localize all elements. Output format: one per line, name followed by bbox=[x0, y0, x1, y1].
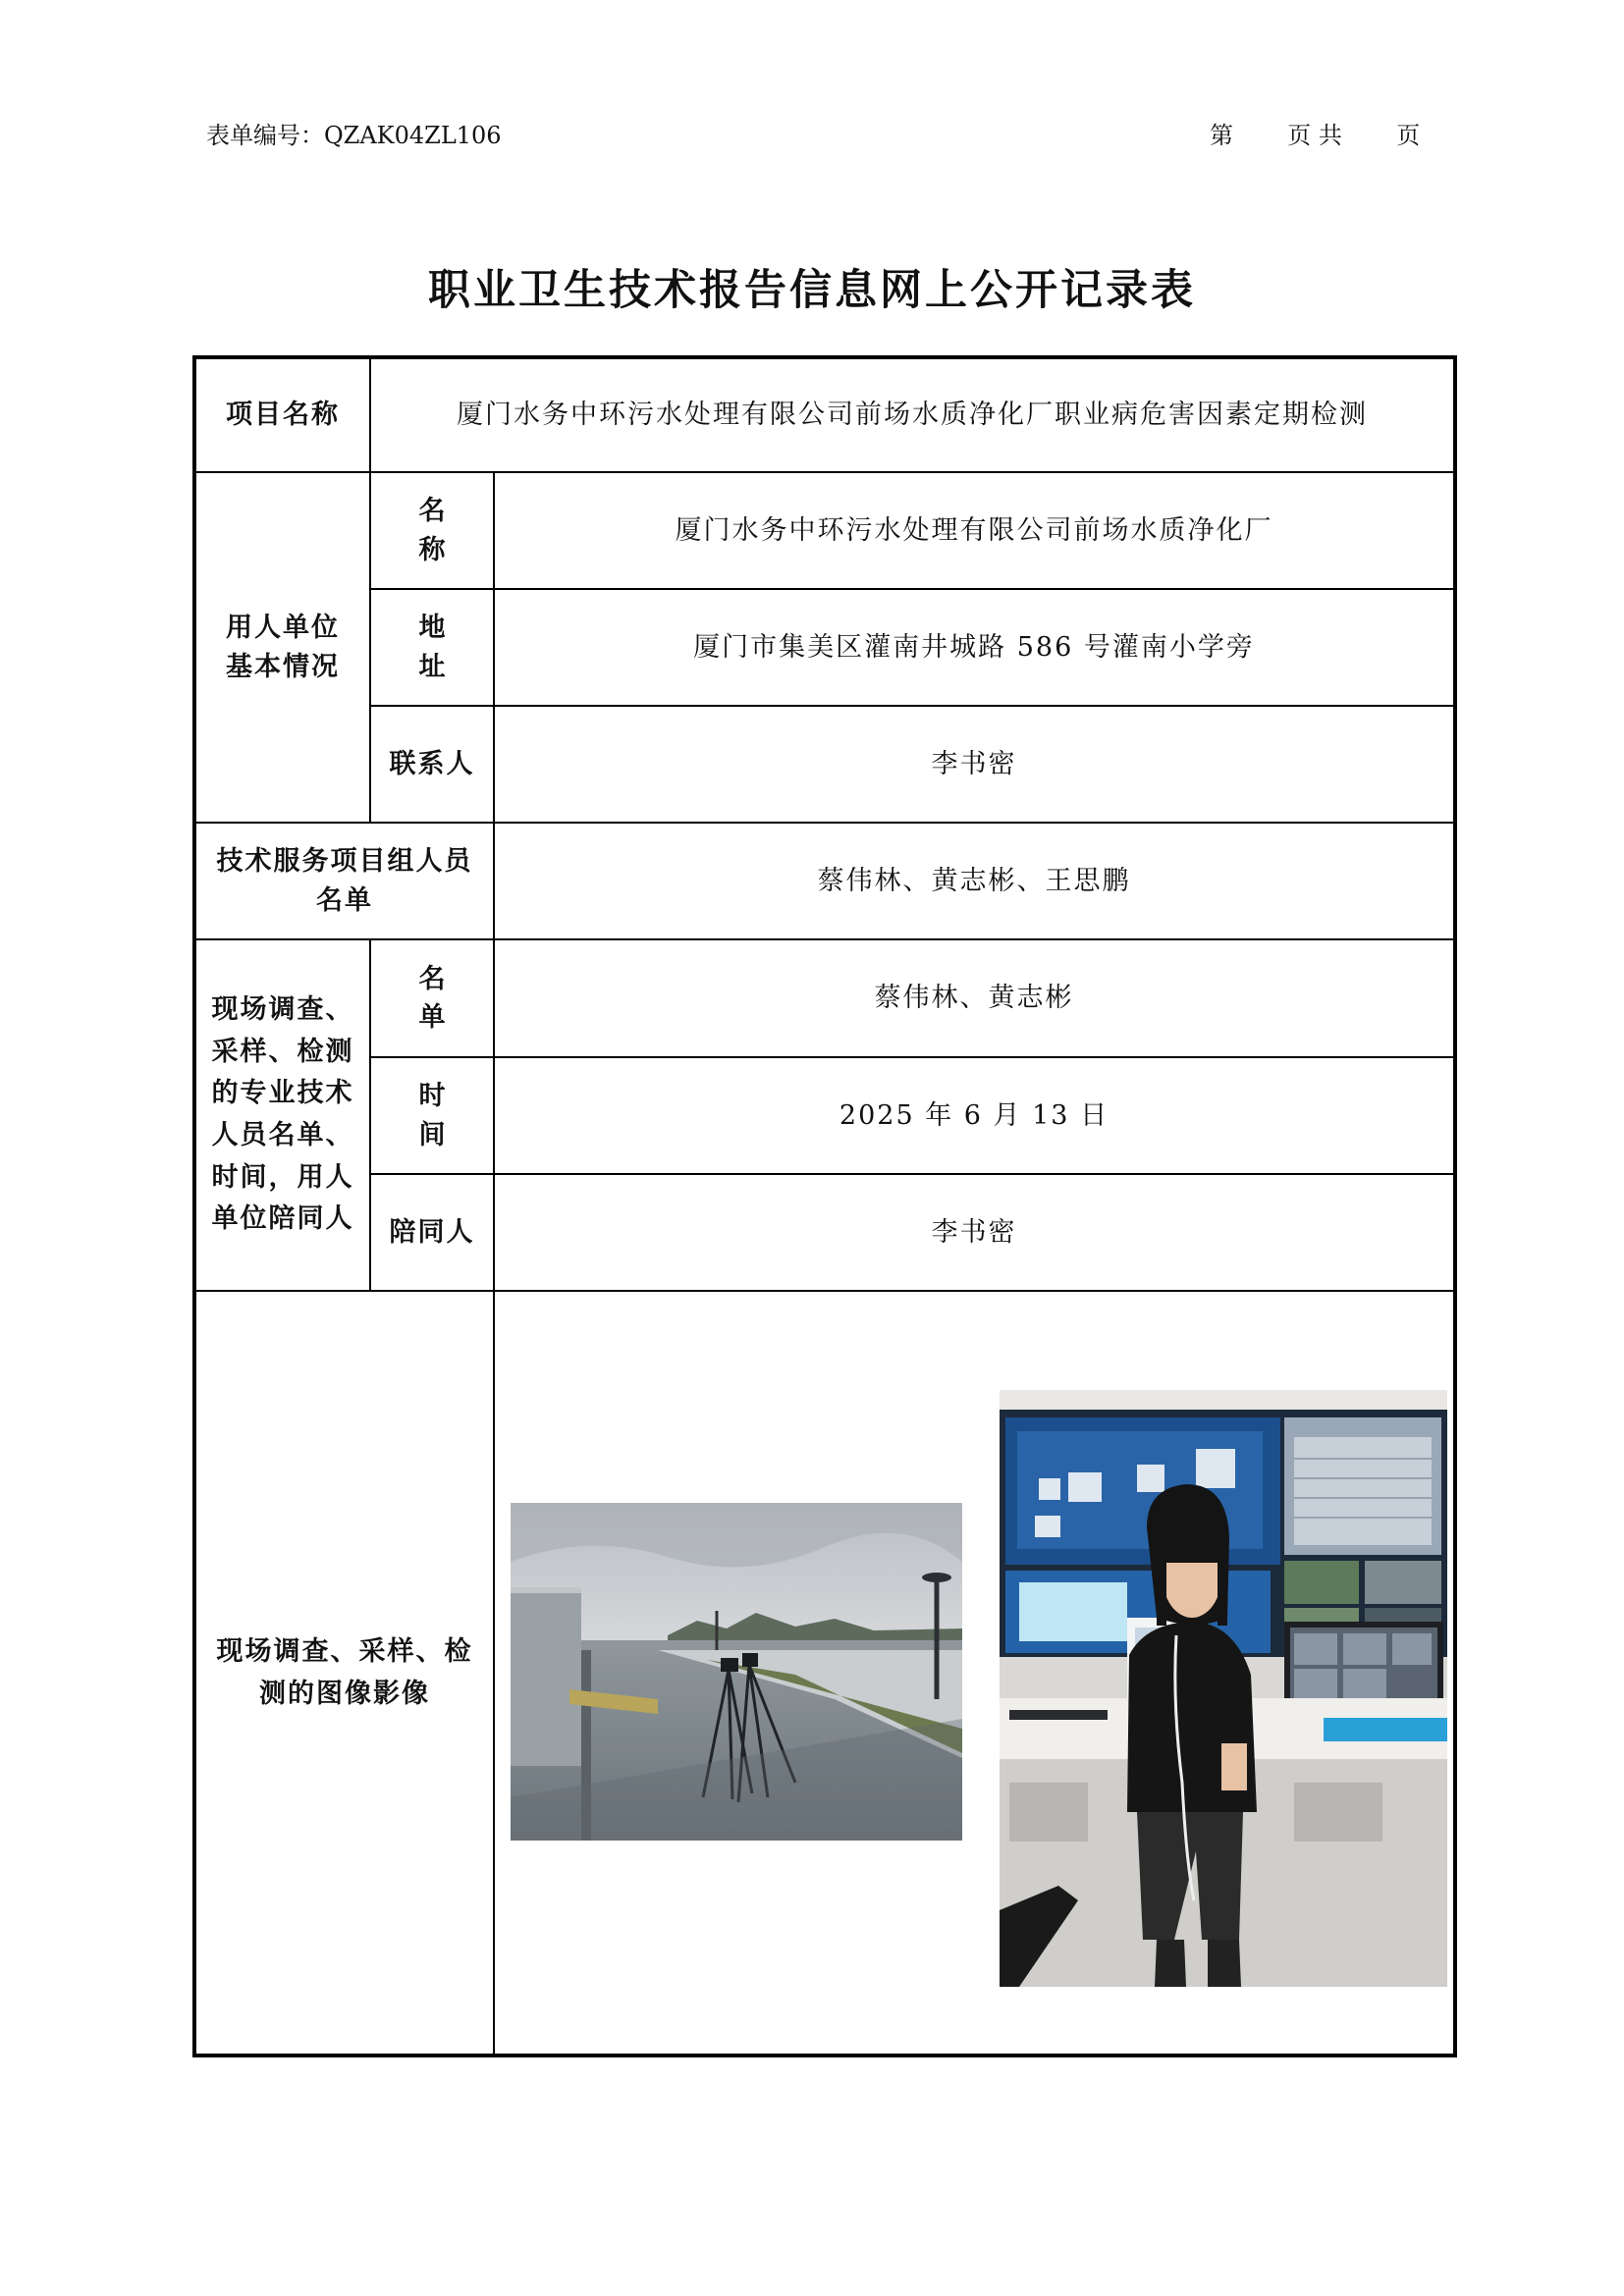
page-ye-gong: 页 共 bbox=[1287, 122, 1342, 149]
page-ye: 页 bbox=[1396, 122, 1421, 149]
page-number-indicator bbox=[1210, 116, 1420, 150]
images-label: 现场调查、采样、检 测的图像影像 bbox=[216, 1635, 473, 1709]
employer-info-label: 用人单位 基本情况 bbox=[226, 613, 340, 682]
project-name-value: 厦门水务中环污水处理有限公司前场水质净化厂职业病危害因素定期检测 bbox=[457, 400, 1368, 431]
field-time-label: 时 间 bbox=[418, 1081, 471, 1150]
project-name-label: 项目名称 bbox=[226, 400, 340, 431]
rooftop-sampling-photo bbox=[511, 1503, 962, 1841]
field-time-value: 2025 年 6 月 13 日 bbox=[839, 1099, 1110, 1131]
field-escort-label: 陪同人 bbox=[389, 1216, 475, 1248]
record-table bbox=[192, 355, 1457, 2057]
employer-name-value: 厦门水务中环污水处理有限公司前场水质净化厂 bbox=[675, 514, 1273, 546]
field-escort-value: 李书密 bbox=[931, 1216, 1017, 1248]
employer-name-label: 名 称 bbox=[418, 496, 471, 565]
field-survey-label: 现场调查、 采样、检测 的专业技术 人员名单、 时间，用人 单位陪同人 bbox=[211, 994, 354, 1235]
field-names-label: 名 单 bbox=[418, 963, 471, 1033]
page-title: 职业卫生技术报告信息网上公开记录表 bbox=[428, 266, 1196, 315]
field-names-value: 蔡伟林、黄志彬 bbox=[874, 983, 1074, 1014]
page-di: 第 bbox=[1210, 122, 1233, 149]
control-room-photo bbox=[1000, 1390, 1447, 1987]
employer-address-label: 地 址 bbox=[418, 613, 471, 682]
team-label: 技术服务项目组人员 名单 bbox=[216, 846, 473, 916]
form-number: 表单编号：QZAK04ZL106 bbox=[206, 122, 502, 149]
employer-contact-value: 李书密 bbox=[931, 748, 1017, 779]
employer-contact-label: 联系人 bbox=[389, 748, 475, 779]
team-value: 蔡伟林、黄志彬、王思鹏 bbox=[817, 865, 1131, 896]
employer-address-value: 厦门市集美区灌南井城路 586 号灌南小学旁 bbox=[693, 631, 1255, 663]
